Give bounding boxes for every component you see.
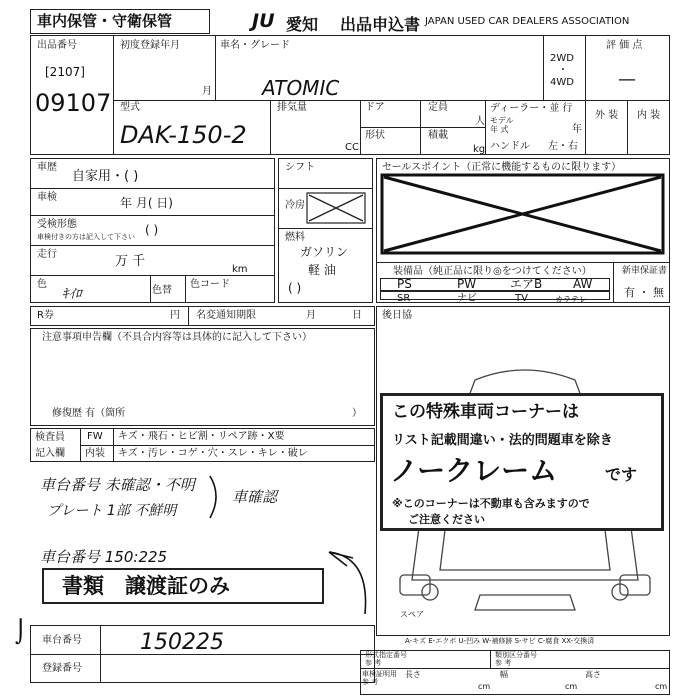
chassis-label: 車台番号 bbox=[42, 635, 82, 646]
equip-airbag: エアB bbox=[510, 277, 543, 291]
lot-prefix: [2107] bbox=[45, 65, 85, 79]
exterior-label: 外 装 bbox=[595, 110, 619, 121]
nc-month: 月 bbox=[306, 310, 316, 321]
capacity-label: 定員 bbox=[428, 102, 448, 113]
notice-line-5: ご注意ください bbox=[408, 513, 485, 526]
spare-label: スペア bbox=[400, 610, 424, 619]
notice-line-1: この特殊車両コーナーは bbox=[392, 402, 579, 422]
fw-line: キズ・飛石・ヒビ割・リペア跡・X要 bbox=[118, 431, 285, 442]
form-title: 出品申込書 bbox=[340, 15, 421, 34]
length-cm: cm bbox=[478, 682, 491, 691]
displacement-label: 排気量 bbox=[277, 102, 307, 113]
rear-seat-label: 後日協 bbox=[382, 310, 412, 321]
cert-size-label: 車検証明用 参 考 bbox=[362, 670, 397, 686]
handwritten-note-3: 車台番号 150:225 bbox=[40, 548, 168, 566]
org-name: 愛知 bbox=[286, 15, 319, 34]
color-label: 色 bbox=[37, 279, 47, 290]
color-code-label: 色コード bbox=[190, 279, 230, 290]
receive-paren: ( ) bbox=[145, 223, 159, 237]
fw-label: FW bbox=[87, 431, 103, 442]
class-label: 類別区分番号 参 考 bbox=[495, 651, 537, 667]
door-label: ドア bbox=[365, 102, 385, 113]
equip-ps: PS bbox=[397, 277, 412, 291]
model-year-label: モデル 年 式 bbox=[490, 116, 514, 134]
history-label: 車歴 bbox=[37, 162, 57, 173]
margin-check-mark: ⌡ bbox=[15, 620, 27, 645]
mileage-label: 走行 bbox=[37, 249, 57, 260]
naisou-line: キズ・汚レ・コゲ・穴・スレ・キレ・破レ bbox=[118, 448, 308, 459]
lot-number-label: 出品番号 bbox=[37, 40, 77, 51]
person-unit: 人 bbox=[475, 116, 485, 127]
new-warranty-value: 有 ・ 無 bbox=[624, 286, 664, 299]
kg-unit: kg bbox=[473, 144, 486, 155]
fuel-label: 燃料 bbox=[285, 232, 305, 243]
dealer-label: ディーラー・並 行 bbox=[490, 103, 573, 114]
equip-color-tv: カラテレ bbox=[555, 295, 587, 304]
repair-label: 修復歴 有（箇所 bbox=[52, 408, 126, 419]
cert-label: 形式指定番号 参 考 bbox=[365, 651, 407, 667]
cooler-crossed-box bbox=[306, 192, 366, 224]
km-unit: km bbox=[232, 264, 248, 275]
drive-dot: ・ bbox=[558, 65, 568, 76]
equip-navi: ナビ bbox=[457, 293, 477, 304]
height-cm: cm bbox=[655, 682, 668, 691]
notice-line-3b: です bbox=[605, 465, 638, 484]
interior-label: 内 装 bbox=[637, 110, 661, 121]
sales-crossed-box bbox=[380, 173, 665, 255]
shaken-label: 車検 bbox=[37, 192, 57, 203]
notice-line-3: ノークレーム bbox=[390, 454, 558, 487]
model-value: DAK-150-2 bbox=[120, 121, 247, 149]
width-cm: cm bbox=[565, 682, 578, 691]
car-name-label: 車名・グレード bbox=[220, 40, 290, 51]
equip-aw: AW bbox=[573, 277, 593, 291]
nc-day: 日 bbox=[352, 310, 362, 321]
writer-label: 記入欄 bbox=[35, 448, 65, 459]
handwritten-note-2: 車確認 bbox=[232, 488, 278, 506]
first-registration-label: 初度登録年月 bbox=[120, 40, 180, 51]
color-change-label: 色替 bbox=[152, 285, 172, 296]
shift-label: シフト bbox=[285, 162, 315, 173]
notice-line-4: ※このコーナーは不動車も含みますので bbox=[392, 497, 590, 510]
cooler-label: 冷房 bbox=[285, 200, 305, 211]
ju-logo: JU bbox=[252, 10, 275, 32]
drive-4wd: 4WD bbox=[550, 77, 574, 88]
history-value: 自家用・( ) bbox=[72, 169, 139, 184]
shape-label: 形状 bbox=[365, 130, 385, 141]
inspector-label: 検査員 bbox=[35, 432, 65, 443]
chassis-value: 150225 bbox=[140, 630, 224, 655]
load-label: 積載 bbox=[428, 130, 448, 141]
r-ticket-label: R券 bbox=[37, 310, 54, 321]
model-label: 型式 bbox=[120, 102, 140, 113]
fuel-gasoline: ガソリン bbox=[300, 245, 349, 259]
naisou-label: 内装 bbox=[85, 448, 105, 459]
mileage-value: 万 千 bbox=[115, 254, 146, 269]
receive-sub: 車検付きの方は記入して下さい bbox=[37, 233, 135, 241]
handle-label: ハンドル bbox=[490, 141, 530, 152]
storage-label: 車内保管・守衛保管 bbox=[37, 12, 173, 30]
month-unit: 月 bbox=[202, 86, 212, 97]
new-warranty-label: 新車保証書 bbox=[622, 266, 668, 276]
notice-line-2: リスト記載間違い・法的問題車を除き bbox=[392, 433, 613, 448]
notes-label: 注意事項申告欄（不具合内容等は具体的に記入して下さい） bbox=[42, 332, 312, 343]
width-label: 幅 bbox=[500, 670, 508, 679]
evaluation-label: 評 価 点 bbox=[606, 40, 643, 51]
height-label: 高さ bbox=[585, 670, 601, 679]
shaken-value: 年 月( 日) bbox=[120, 196, 173, 210]
drive-2wd: 2WD bbox=[550, 53, 574, 64]
yen-unit: 円 bbox=[170, 310, 180, 321]
color-value: ｷｲﾛ bbox=[62, 287, 82, 302]
equip-sr: SR bbox=[397, 293, 411, 304]
handwritten-note-1: 車台番号 未確認・不明 bbox=[40, 476, 195, 494]
car-name-value: ATOMIC bbox=[262, 76, 340, 100]
equipment-label: 装備品（純正品に限り◎をつけてください） bbox=[393, 266, 592, 277]
sales-point-label: セールスポイント（正常に機能するものに限ります） bbox=[382, 162, 622, 173]
equip-tv: TV bbox=[515, 293, 528, 304]
equip-pw: PW bbox=[457, 277, 477, 291]
receive-label: 受検形態 bbox=[37, 219, 77, 230]
fuel-diesel: 軽 油 bbox=[308, 263, 336, 277]
documents-label: 書類 譲渡証のみ bbox=[62, 574, 230, 598]
damage-legend: A-キズ E-エクボ U-凹み W-補修跡 S-サビ C-腐食 XX-交換済 bbox=[405, 637, 595, 645]
handwritten-arrow bbox=[325, 548, 385, 618]
handwritten-brace bbox=[206, 474, 226, 520]
lot-number: 09107 bbox=[35, 89, 112, 117]
evaluation-value: — bbox=[618, 69, 636, 90]
handwritten-note-1b: プレート 1部 不鮮明 bbox=[47, 503, 177, 519]
name-change-label: 名変通知期限 bbox=[196, 310, 256, 321]
repair-close: ） bbox=[352, 408, 362, 419]
year-unit: 年 bbox=[572, 124, 582, 135]
association-name: JAPAN USED CAR DEALERS ASSOCIATION bbox=[425, 16, 630, 27]
cc-unit: CC bbox=[345, 142, 359, 153]
fuel-paren: ( ) bbox=[288, 281, 302, 295]
length-label: 長さ bbox=[405, 670, 421, 679]
handle-value: 左・右 bbox=[548, 141, 578, 152]
registration-label: 登録番号 bbox=[42, 663, 82, 674]
